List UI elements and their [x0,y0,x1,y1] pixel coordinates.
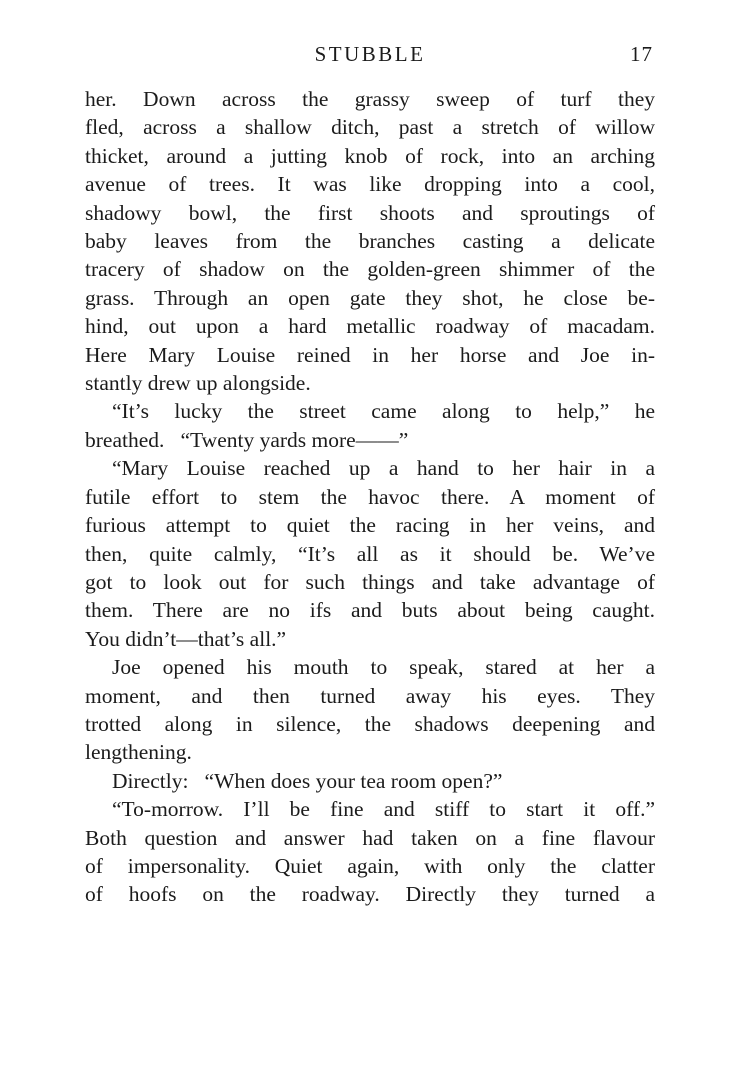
text-line: tracery of shadow on the golden-green shimmer of the [85,257,655,282]
text-line: them. There are no ifs and buts about being caught. [85,598,655,623]
text-line: of hoofs on the roadway. Directly they turned a [85,882,655,907]
text-line: got to look out for such things and take advantage of [85,569,655,594]
text-line: her. Down across the grassy sweep of turf they [85,87,655,111]
text-line: avenue of trees. It was like dropping into a cool, [85,172,655,197]
text-line: trotted along in silence, the shadows deepening and [85,711,655,736]
text-line: “Mary Louise reached up a hand to her hair in a [112,456,655,481]
text-line: thicket, around a jutting knob of rock, into an arching [85,143,655,168]
page-title: STUBBLE [314,42,426,66]
text-line: furious attempt to quiet the racing in her veins, and [85,513,655,538]
text-line: grass. Through an open gate they shot, he close be- [85,285,655,310]
paragraph [85,795,655,909]
paragraph [85,397,655,454]
text-line: “To-morrow. I’ll be fine and stiff to start it off.” [112,797,655,822]
text-line: breathed. “Twenty yards more——” [85,427,409,452]
text-line: You didn’t—that’s all.” [85,626,287,651]
paragraph [85,454,655,653]
text-line: lengthening. [85,740,192,765]
paragraph [85,767,655,795]
text-line: moment, and then turned away his eyes. They [85,683,655,708]
text-line: baby leaves from the branches casting a delicate [85,229,655,254]
text-line: Both question and answer had taken on a fine flavour [85,825,655,850]
text-line: “It’s lucky the street came along to help,” he [112,399,655,424]
page-number: 17 [630,42,653,66]
page-body [85,85,655,909]
text-line: then, quite calmly, “It’s all as it should be. We’ve [85,541,655,566]
running-head [85,42,655,68]
text-line: shadowy bowl, the first shoots and sproutings of [85,200,655,225]
text-line: of impersonality. Quiet again, with only the clatter [85,853,655,878]
paragraph [85,653,655,767]
paragraph [85,85,655,397]
text-line: hind, out upon a hard metallic roadway of macadam. [85,314,655,339]
text-line: Directly: “When does your tea room open?” [112,768,503,793]
text-line: Joe opened his mouth to speak, stared at her a [112,655,655,680]
text-line: Here Mary Louise reined in her horse and Joe in- [85,342,655,367]
text-line: stantly drew up alongside. [85,371,311,396]
text-line: fled, across a shallow ditch, past a stretch of willow [85,115,655,140]
text-line: futile effort to stem the havoc there. A moment of [85,484,655,509]
